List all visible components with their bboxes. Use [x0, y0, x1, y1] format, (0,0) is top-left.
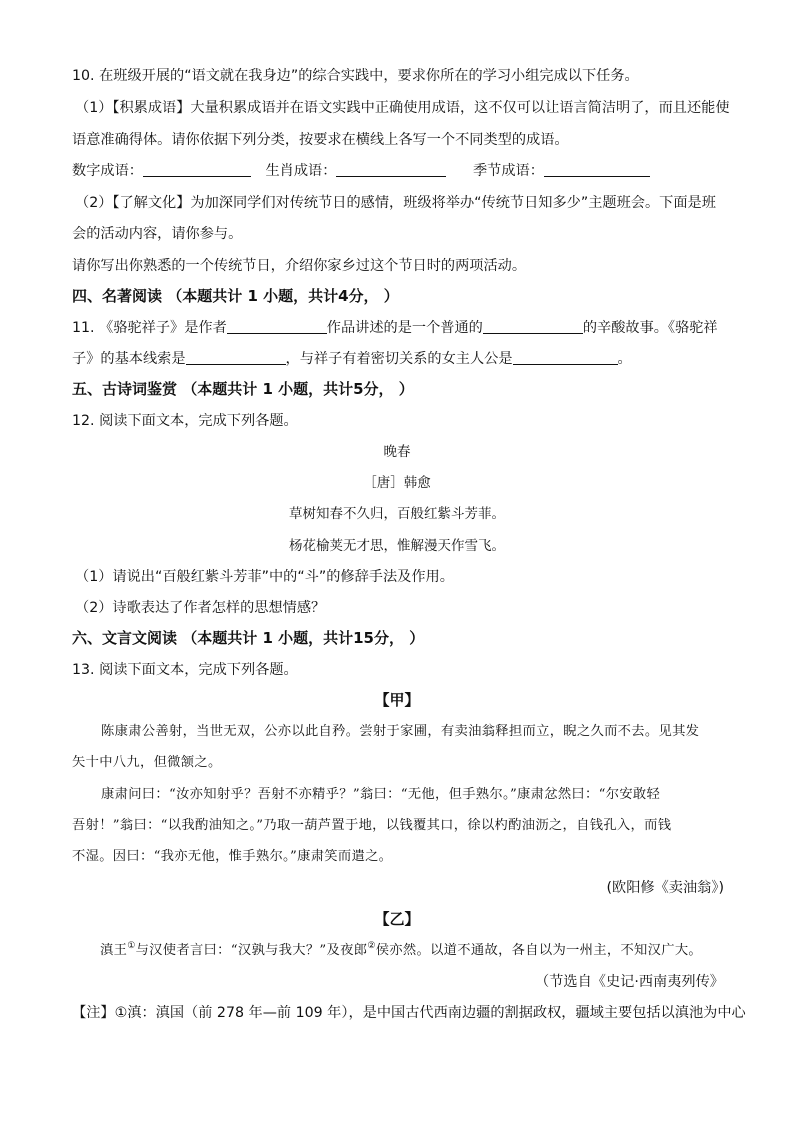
- poem-author: ［唐］韩愈: [363, 475, 431, 491]
- annotation-note: 【注】①滇：滇国（前 278 年—前 109 年），是中国古代西南边疆的割据政权，疆域主要包括以滇池为中心: [72, 1005, 746, 1021]
- author-blank[interactable]: [227, 319, 327, 334]
- q13-intro: 13. 阅读下面文本，完成下列各题。: [72, 662, 298, 678]
- q11-text-e: ，与祥子有着密切关系的女主人公是: [285, 351, 513, 367]
- yi-text-b: 与汉使者言曰：“汉孰与我大？”及夜郎: [135, 943, 368, 958]
- poem-title: 晚春: [383, 444, 411, 460]
- q10-part2-line2: 会的活动内容，请你参与。: [72, 226, 243, 242]
- jia-source: (欧阳修《卖油翁》): [606, 880, 724, 896]
- q10-idiom-categories: [72, 161, 650, 181]
- q10-intro: 10. 在班级开展的“语文就在我身边”的综合实践中，要求你所在的学习小组完成以下任务。: [72, 68, 639, 84]
- q12-intro: 12. 阅读下面文本，完成下列各题。: [72, 413, 298, 429]
- main-thread-blank[interactable]: [186, 350, 286, 365]
- passage-jia-label: 【甲】: [374, 691, 420, 709]
- section-6-heading: 六、文言文阅读 （本题共计 1 小题，共计15分， ）: [72, 629, 425, 647]
- jia-para2-line3: 不湿。因曰：“我亦无他，惟手熟尔。”康肃笑而遣之。: [72, 849, 393, 864]
- poem-line-2: 杨花榆荚无才思，惟解漫天作雪飞。: [289, 538, 505, 554]
- section-5-heading: 五、古诗词鉴赏 （本题共计 1 小题，共计5分， ）: [72, 380, 414, 398]
- yi-text: [100, 941, 702, 961]
- yi-text-a: 滇王: [100, 943, 128, 958]
- q10-part2-line3: 请你写出你熟悉的一个传统节日，介绍你家乡过这个节日时的两项活动。: [72, 258, 527, 274]
- q10-part1-line2: 语意准确得体。请你依据下列分类，按要求在横线上各写一个不同类型的成语。: [72, 132, 569, 148]
- q11-text-a: 11. 《骆驼祥子》是作者: [72, 320, 227, 336]
- q11-text-b: 作品讲述的是一个普通的: [326, 320, 483, 336]
- season-idiom-blank[interactable]: [544, 162, 650, 177]
- jia-para2-line1: 康肃问曰：“汝亦知射乎？吾射不亦精乎？”翁曰：“无他，但手熟尔。”康肃忿然曰：“尔安敢轻: [101, 787, 661, 802]
- jia-para2-line2: 吾射！”翁曰：“以我酌油知之。”乃取一葫芦置于地，以钱覆其口，徐以杓酌油沥之，自钱孔入，而钱: [72, 818, 672, 833]
- q11-text-f: 。: [617, 351, 632, 367]
- story-subject-blank[interactable]: [483, 319, 583, 334]
- poem-line-1: 草树知春不久归，百般红紫斗芳菲。: [289, 506, 505, 522]
- q11-line1: [72, 318, 718, 338]
- yi-text-c: 侯亦然。以道不通故，各自以为一州主，不知汉广大。: [375, 943, 703, 958]
- q12-sub1: （1）请说出“百般红紫斗芳菲”中的“斗”的修辞手法及作用。: [75, 569, 454, 585]
- zodiac-idiom-blank[interactable]: [336, 162, 446, 177]
- yi-source: （节选自《史记·西南夷列传》: [535, 974, 724, 990]
- digit-idiom-blank[interactable]: [143, 162, 251, 177]
- zodiac-idiom-label: 生肖成语：: [265, 163, 337, 179]
- heroine-blank[interactable]: [513, 350, 618, 365]
- jia-para1-line2: 矢十中八九，但微颔之。: [72, 755, 222, 770]
- q10-part1-line1: （1）【积累成语】大量积累成语并在语文实践中正确使用成语，这不仅可以让语言简洁明了，而且还能使: [75, 100, 730, 116]
- q11-line2: [72, 349, 632, 369]
- passage-yi-label: 【乙】: [374, 910, 420, 928]
- jia-para1-line1: 陈康肃公善射，当世无双，公亦以此自矜。尝射于家圃，有卖油翁释担而立，睨之久而不去。见其发: [101, 724, 700, 739]
- footnote-marker-1: ①: [127, 941, 136, 951]
- q12-sub2: （2）诗歌表达了作者怎样的思想情感？: [75, 600, 326, 616]
- q11-text-d: 子》的基本线索是: [72, 351, 186, 367]
- q10-part2-line1: （2）【了解文化】为加深同学们对传统节日的感情，班级将举办“传统节日知多少”主题班会。下面是班: [75, 195, 716, 211]
- season-idiom-label: 季节成语：: [472, 163, 544, 179]
- section-4-heading: 四、名著阅读 （本题共计 1 小题，共计4分， ）: [72, 287, 399, 305]
- q11-text-c: 的辛酸故事。《骆驼祥: [582, 320, 718, 336]
- digit-idiom-label: 数字成语：: [72, 163, 143, 179]
- footnote-marker-2: ②: [367, 941, 376, 951]
